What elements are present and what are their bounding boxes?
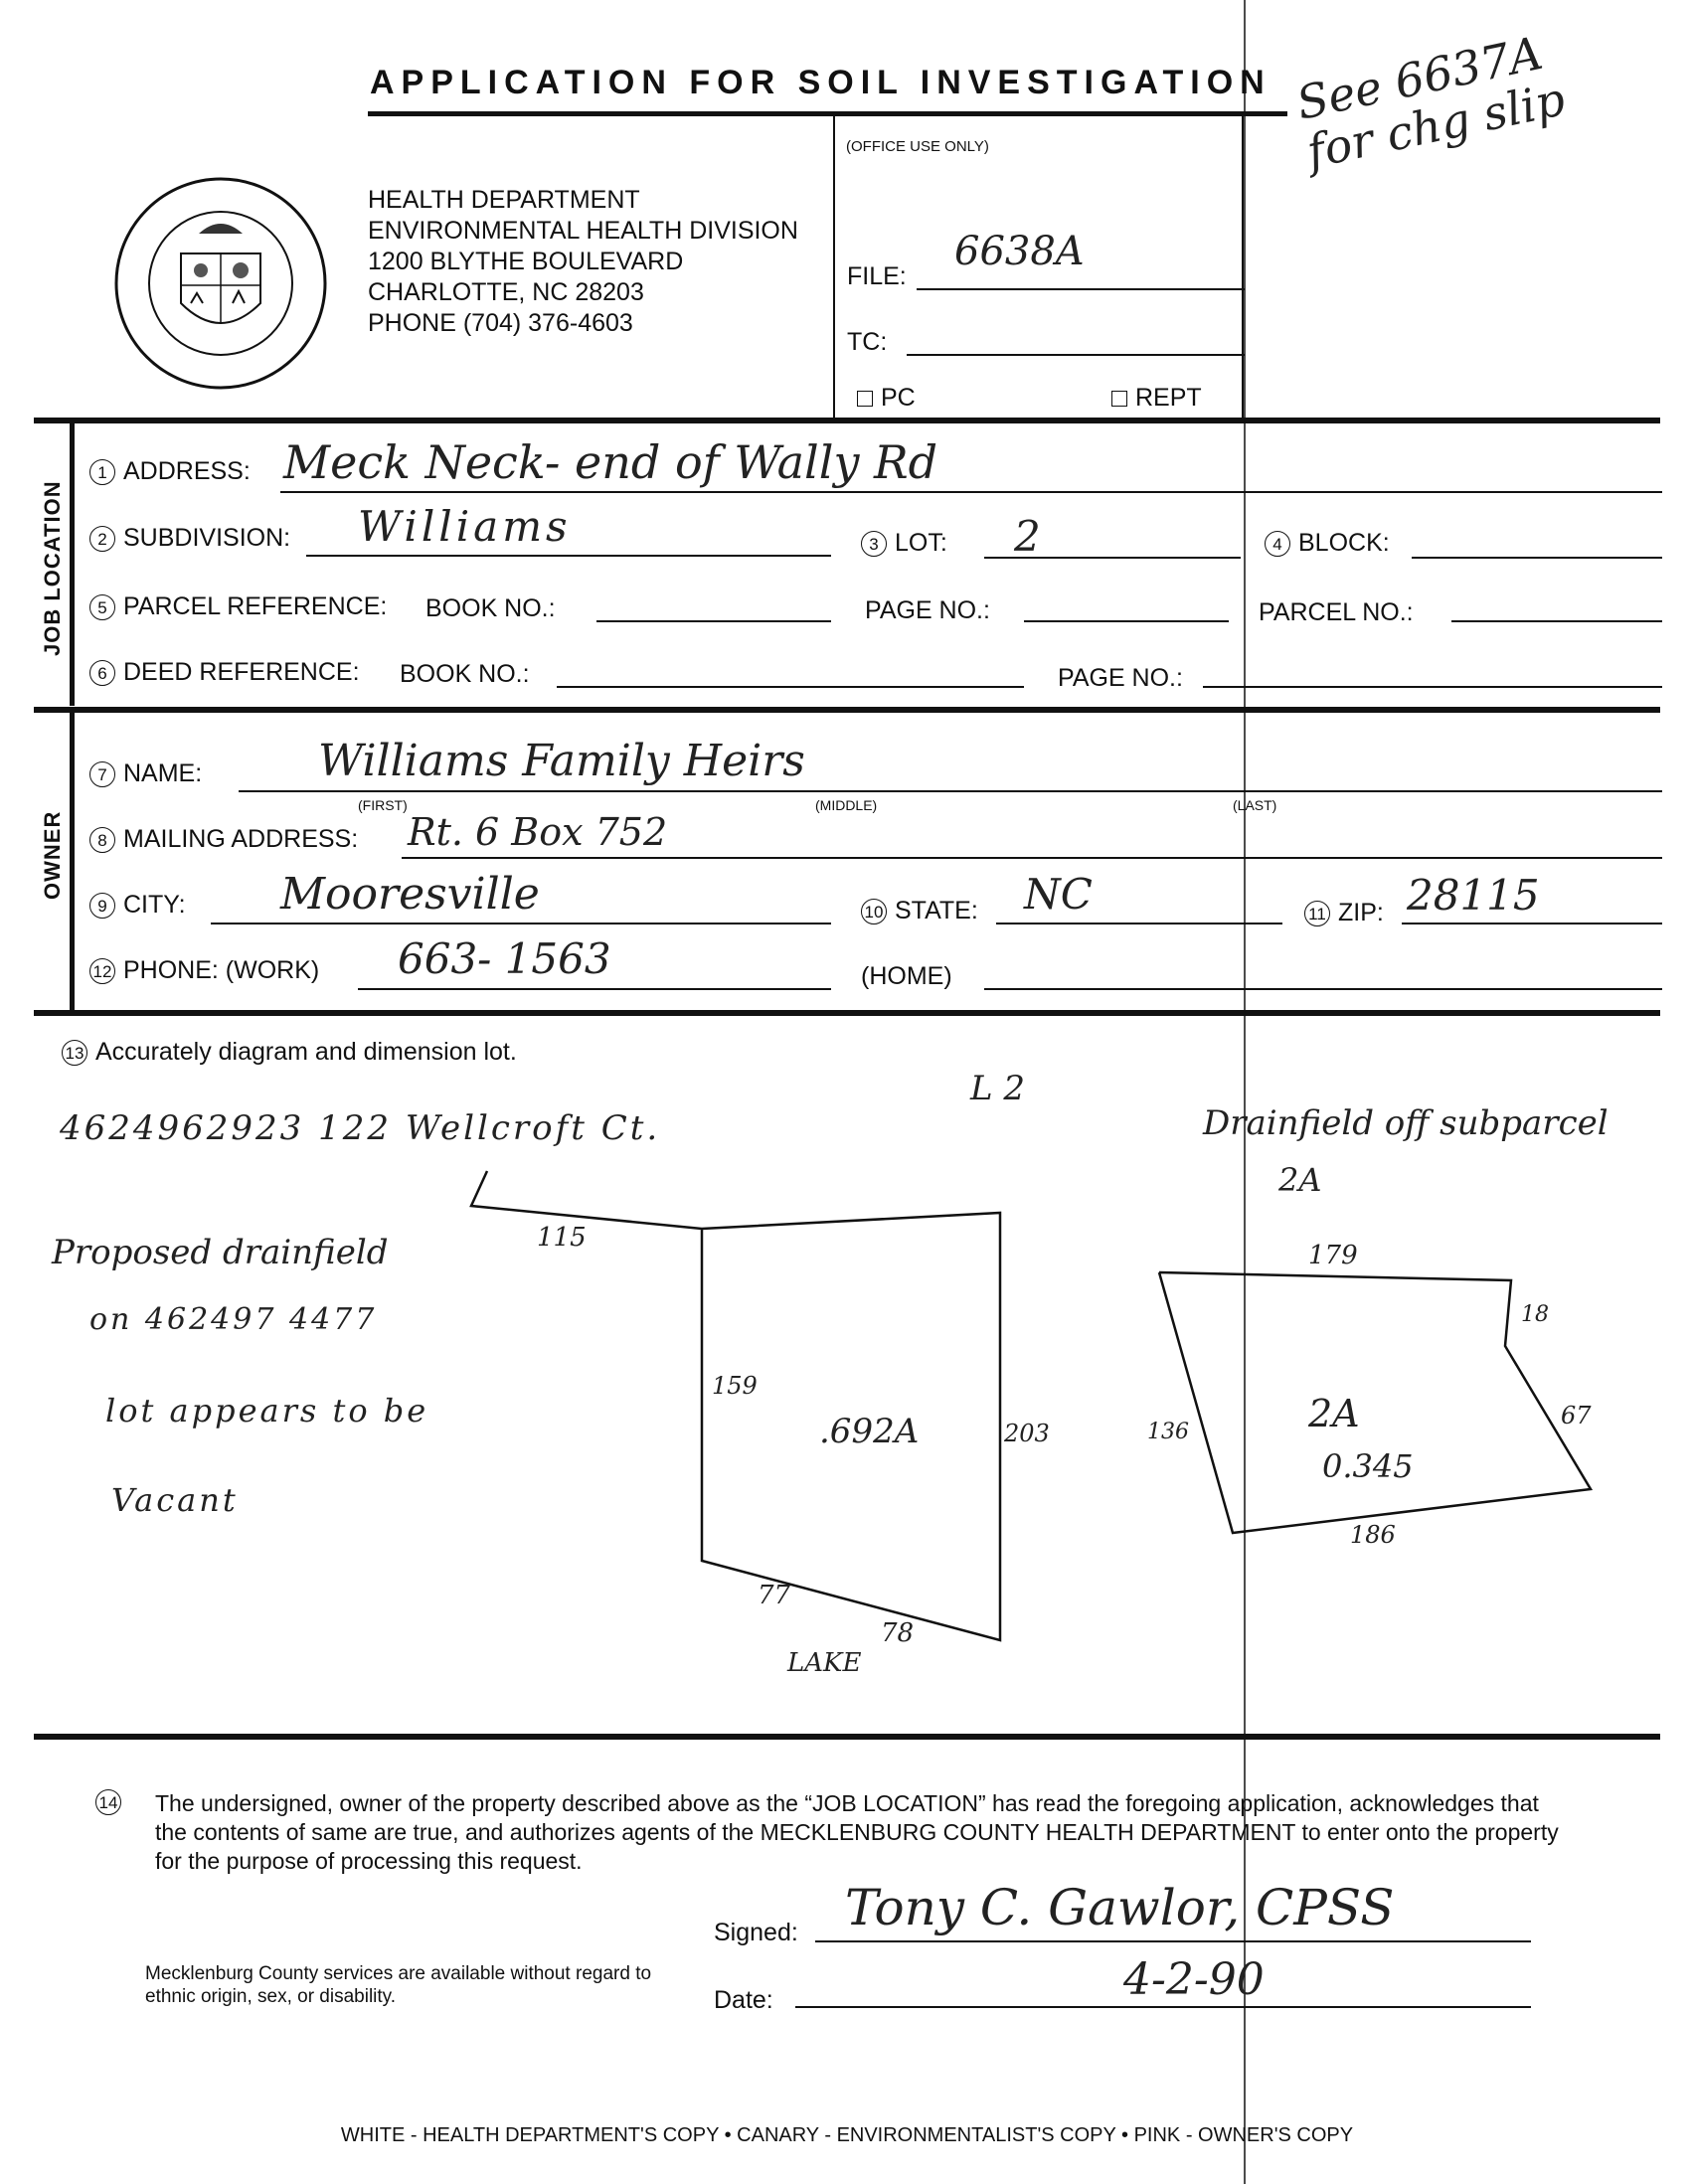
parcel-book-label: BOOK NO.: [425, 594, 556, 622]
name-label: NAME: [123, 759, 203, 787]
signed-line [815, 1940, 1531, 1942]
file-label: FILE: [847, 262, 907, 290]
lot-value[interactable]: 2 [1014, 512, 1041, 561]
middle-caption: (MIDDLE) [815, 797, 878, 813]
city-label: CITY: [123, 891, 186, 919]
lot2-dim-136: 136 [1147, 1420, 1189, 1444]
name-label-group: 7 NAME: [89, 759, 202, 788]
diagram-instruction: Accurately diagram and dimension lot. [95, 1038, 517, 1066]
parcel-no-label: PARCEL NO.: [1259, 598, 1414, 626]
lot1-dim-159: 159 [712, 1372, 758, 1400]
parcel-page-label: PAGE NO.: [865, 596, 990, 624]
lot1-dim-78: 78 [881, 1618, 915, 1648]
deed-book-label: BOOK NO.: [400, 660, 530, 688]
lot-label: LOT: [895, 529, 947, 557]
proposed-note: Proposed drainfield [52, 1233, 389, 1272]
file-value[interactable]: 6638A [954, 229, 1085, 274]
date-label: Date: [714, 1986, 773, 2014]
city-value[interactable]: Mooresville [280, 869, 540, 920]
lot-note: L 2 [970, 1069, 1026, 1108]
rept-label: REPT [1135, 384, 1202, 412]
subdivision-label-group: 2 SUBDIVISION: [89, 524, 290, 553]
margin-note: See 6637A for chg slip [1291, 25, 1570, 179]
parcel-ref-label-group: 5 PARCEL REFERENCE: [89, 592, 387, 621]
zip-value[interactable]: 28115 [1407, 871, 1540, 920]
certification-number: 14 [95, 1789, 129, 1815]
parcel-ref-label: PARCEL REFERENCE: [123, 592, 388, 620]
lot-label-group: 3 LOT: [861, 529, 947, 558]
state-value[interactable]: NC [1024, 870, 1093, 919]
lot2-area: 0.345 [1322, 1447, 1414, 1485]
address-label-group: 1 ADDRESS: [89, 457, 251, 486]
lot2-label: 2A [1308, 1392, 1360, 1435]
lot2-dim-179: 179 [1308, 1241, 1358, 1270]
mailing-label: MAILING ADDRESS: [123, 825, 359, 853]
owner-label: OWNER [40, 810, 65, 900]
date-value[interactable]: 4-2-90 [1123, 1954, 1265, 2005]
lot2-dim-18: 18 [1521, 1302, 1549, 1327]
phone-value[interactable]: 663- 1563 [398, 934, 611, 983]
lot1-area: .692A [819, 1412, 920, 1451]
deed-ref-label-group: 6 DEED REFERENCE: [89, 658, 360, 687]
subdivision-value[interactable]: Williams [358, 502, 572, 551]
home-label: (HOME) [861, 962, 952, 990]
certification-top-rule [34, 1734, 1660, 1740]
tc-label: TC: [847, 328, 888, 356]
first-caption: (FIRST) [358, 797, 408, 813]
lot1-dim-115: 115 [537, 1223, 587, 1253]
signed-label: Signed: [714, 1919, 798, 1946]
zip-label-group: 11 ZIP: [1304, 899, 1384, 927]
lot1-dim-77: 77 [758, 1581, 791, 1610]
phone-label: PHONE: (WORK) [123, 956, 320, 984]
diagram-instruction-group: 13 Accurately diagram and dimension lot. [62, 1038, 517, 1067]
deed-ref-label: DEED REFERENCE: [123, 658, 360, 686]
last-caption: (LAST) [1233, 797, 1277, 813]
vacant-note-2: Vacant [111, 1481, 239, 1519]
subparcel-note: 2A [1278, 1161, 1322, 1199]
vacant-note-1: lot appears to be [105, 1392, 429, 1429]
drainfield-note: Drainfield off subparcel [1203, 1103, 1609, 1143]
address-label: ADDRESS: [123, 457, 251, 485]
state-label: STATE: [895, 897, 978, 924]
date-line [795, 2006, 1531, 2008]
subdivision-label: SUBDIVISION: [123, 524, 291, 552]
office-use-label: (OFFICE USE ONLY) [846, 138, 989, 155]
form-title: APPLICATION FOR SOIL INVESTIGATION [370, 64, 1271, 101]
equal-service-notice: Mecklenburg County services are available without regard to ethnic origin, sex, or disability. [145, 1963, 652, 2007]
phone-label-group: 12 PHONE: (WORK) [89, 956, 319, 985]
signature[interactable]: Tony C. Gawlor, CPSS [845, 1879, 1395, 1936]
mailing-label-group: 8 MAILING ADDRESS: [89, 825, 358, 854]
lake-label: LAKE [787, 1648, 862, 1678]
pc-label: PC [881, 384, 916, 412]
copy-distribution-footer: WHITE - HEALTH DEPARTMENT'S COPY • CANARY - ENVIRONMENTALIST'S COPY • PINK - OWNER'S COPY [340, 2124, 1354, 2146]
lot2-dim-186: 186 [1350, 1521, 1396, 1549]
job-location-label: JOB LOCATION [40, 480, 65, 656]
state-label-group: 10 STATE: [861, 897, 978, 925]
block-label: BLOCK: [1298, 529, 1390, 557]
lot1-dim-203: 203 [1004, 1420, 1050, 1447]
name-value[interactable]: Williams Family Heirs [318, 736, 805, 786]
block-label-group: 4 BLOCK: [1265, 529, 1390, 558]
deed-page-label: PAGE NO.: [1058, 664, 1183, 692]
address-value[interactable]: Meck Neck- end of Wally Rd [283, 435, 938, 489]
certification-text: The undersigned, owner of the property described above as the “JOB LOCATION” has read the foregoing application, acknowledges that the contents of same are true, and authorizes agents of the MECKLENBURG COUNTY HEALTH DEPARTMENT to enter onto the property for the purpose of processing this request. [155, 1790, 1559, 1874]
zip-label: ZIP: [1338, 899, 1384, 926]
lot2-dim-67: 67 [1561, 1402, 1592, 1429]
city-label-group: 9 CITY: [89, 891, 186, 920]
proposed-on-note: on 462497 4477 [89, 1302, 378, 1337]
department-address: HEALTH DEPARTMENT ENVIRONMENTAL HEALTH DIVISION 1200 BLYTHE BOULEVARD CHARLOTTE, NC 28203 PHONE (704) 376-4603 [368, 186, 798, 337]
mailing-value[interactable]: Rt. 6 Box 752 [408, 810, 668, 854]
parcel-note: 4624962923 122 Wellcroft Ct. [60, 1108, 661, 1148]
